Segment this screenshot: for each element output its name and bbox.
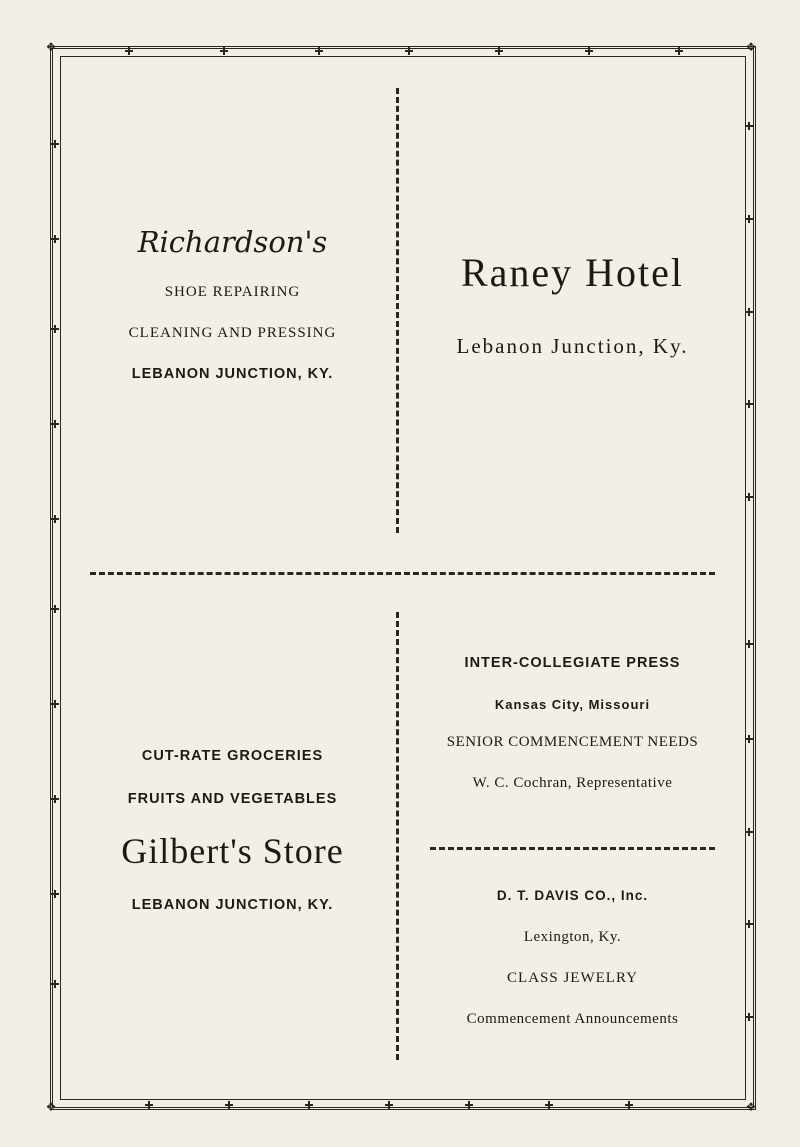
border-ornament-icon — [745, 493, 753, 501]
border-ornament-icon — [745, 735, 753, 743]
ad-gilberts-store — [90, 748, 375, 913]
border-ornament-icon — [385, 1101, 393, 1109]
border-ornament-icon — [125, 47, 133, 55]
business-name: INTER-COLLEGIATE PRESS — [464, 655, 681, 671]
border-ornament-icon — [220, 47, 228, 55]
border-ornament-icon — [745, 400, 753, 408]
border-ornament-icon — [585, 47, 593, 55]
border-ornament-icon — [145, 1101, 153, 1109]
vertical-divider-bottom — [396, 612, 399, 1060]
border-ornament-icon — [315, 47, 323, 55]
ad-line: LEBANON JUNCTION, KY. — [131, 897, 334, 913]
corner-ornament-icon: ❖ — [745, 1100, 757, 1114]
horizontal-divider-right — [430, 847, 715, 850]
business-name: Gilbert's Store — [121, 831, 344, 871]
ad-line: CLEANING AND PRESSING — [128, 325, 337, 341]
ad-line: LEBANON JUNCTION, KY. — [131, 366, 334, 382]
corner-ornament-icon: ❖ — [745, 40, 757, 54]
border-ornament-icon — [225, 1101, 233, 1109]
border-ornament-icon — [745, 640, 753, 648]
ad-inter-collegiate-press — [415, 655, 730, 792]
horizontal-divider-middle — [90, 572, 715, 575]
corner-ornament-icon: ❖ — [45, 1100, 57, 1114]
border-ornament-icon — [545, 1101, 553, 1109]
border-ornament-icon — [51, 980, 59, 988]
border-ornament-icon — [51, 235, 59, 243]
border-ornament-icon — [51, 700, 59, 708]
border-ornament-icon — [745, 1013, 753, 1021]
ad-line: Commencement Announcements — [466, 1011, 679, 1027]
ad-raney-hotel — [415, 248, 730, 359]
border-ornament-icon — [51, 140, 59, 148]
ad-line: SHOE REPAIRING — [164, 284, 301, 300]
border-ornament-icon — [625, 1101, 633, 1109]
ad-line: Lexington, Ky. — [523, 929, 622, 945]
border-ornament-icon — [51, 605, 59, 613]
ad-line: FRUITS AND VEGETABLES — [127, 791, 338, 807]
vertical-divider-top — [396, 88, 399, 533]
border-ornament-icon — [495, 47, 503, 55]
border-ornament-icon — [51, 515, 59, 523]
border-ornament-icon — [745, 308, 753, 316]
border-ornament-icon — [745, 920, 753, 928]
border-ornament-icon — [51, 890, 59, 898]
corner-ornament-icon: ❖ — [45, 40, 57, 54]
ad-line: CUT-RATE GROCERIES — [141, 748, 324, 764]
ad-dt-davis-co — [415, 888, 730, 1028]
border-ornament-icon — [51, 325, 59, 333]
ad-line: W. C. Cochran, Representative — [472, 775, 673, 791]
ad-line: Kansas City, Missouri — [494, 697, 651, 712]
business-name: D. T. DAVIS CO., Inc. — [496, 888, 649, 903]
ad-line: Lebanon Junction, Ky. — [456, 334, 689, 358]
border-ornament-icon — [51, 420, 59, 428]
border-ornament-icon — [51, 795, 59, 803]
ad-richardsons — [90, 222, 375, 382]
business-name: Richardson's — [137, 225, 328, 259]
border-ornament-icon — [745, 122, 753, 130]
ad-line: CLASS JEWELRY — [507, 970, 638, 986]
border-ornament-icon — [465, 1101, 473, 1109]
border-ornament-icon — [745, 828, 753, 836]
business-name: Raney Hotel — [460, 250, 685, 295]
border-ornament-icon — [745, 215, 753, 223]
border-ornament-icon — [305, 1101, 313, 1109]
ad-line: SENIOR COMMENCEMENT NEEDS — [446, 734, 699, 750]
border-ornament-icon — [675, 47, 683, 55]
border-ornament-icon — [405, 47, 413, 55]
